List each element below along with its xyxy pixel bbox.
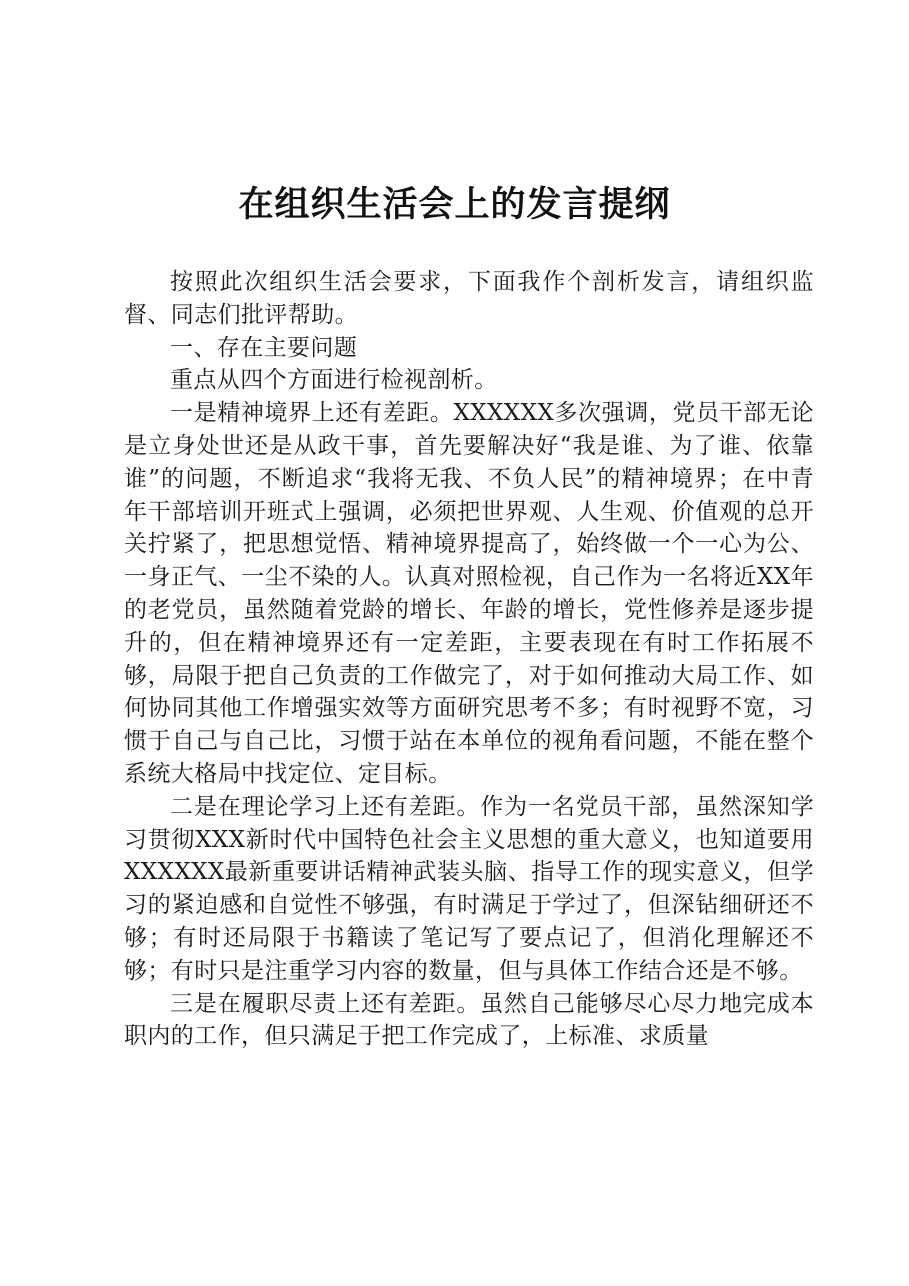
- paragraph-overview: 重点从四个方面进行检视剖析。: [170, 367, 498, 394]
- paragraph-theory-study: 二是在理论学习上还有差距。作为一名党员干部，虽然深知学习贯彻XXX新时代中国特色社会主义思想的重大意义，也知道要用XXXXXX最新重要讲话精神武装头脑、指导工作的现实意义，但学习的紧迫感和自觉性不够强，有时满足于学过了，但深钻细研还不够；有时还局限于书籍读了笔记写了要点记了，但消化理解还不够；有时只是注重学习内容的数量，但与具体工作结合还是不够。: [124, 793, 814, 984]
- paragraph-duty-performance: 三是在履职尽责上还有差距。虽然自己能够尽心尽力地完成本职内的工作，但只满足于把工作完成了，上标准、求质量: [124, 990, 814, 1050]
- document-body: [124, 266, 814, 1053]
- paragraph-intro: 按照此次组织生活会要求，下面我作个剖析发言，请组织监督、同志们批评帮助。: [124, 269, 814, 328]
- document-title: 在组织生活会上的发言提纲: [238, 184, 671, 225]
- paragraph-spiritual-realm: 一是精神境界上还有差距。XXXXXX多次强调，党员干部无论是立身处世还是从政干事，首先要解决好“我是谁、为了谁、依靠谁”的问题，不断追求“我将无我、不负人民”的精神境界；在中青年干部培训开班式上强调，必须把世界观、人生观、价值观的总开关拧紧了，把思想觉悟、精神境界提高了，始终做一个一心为公、一身正气、一尘不染的人。认真对照检视，自己作为一名将近XX年的老党员，虽然随着党龄的增长、年龄的增长，党性修养是逐步提升的，但在精神境界还有一定差距，主要表现在有时工作拓展不够，局限于把自己负责的工作做完了，对于如何推动大局工作、如何协同其他工作增强实效等方面研究思考不多；有时视野不宽，习惯于自己与自己比，习惯于站在本单位的视角看问题，不能在整个系统大格局中找定位、定目标。: [124, 400, 814, 787]
- section-heading-problems: 一、存在主要问题: [170, 334, 358, 361]
